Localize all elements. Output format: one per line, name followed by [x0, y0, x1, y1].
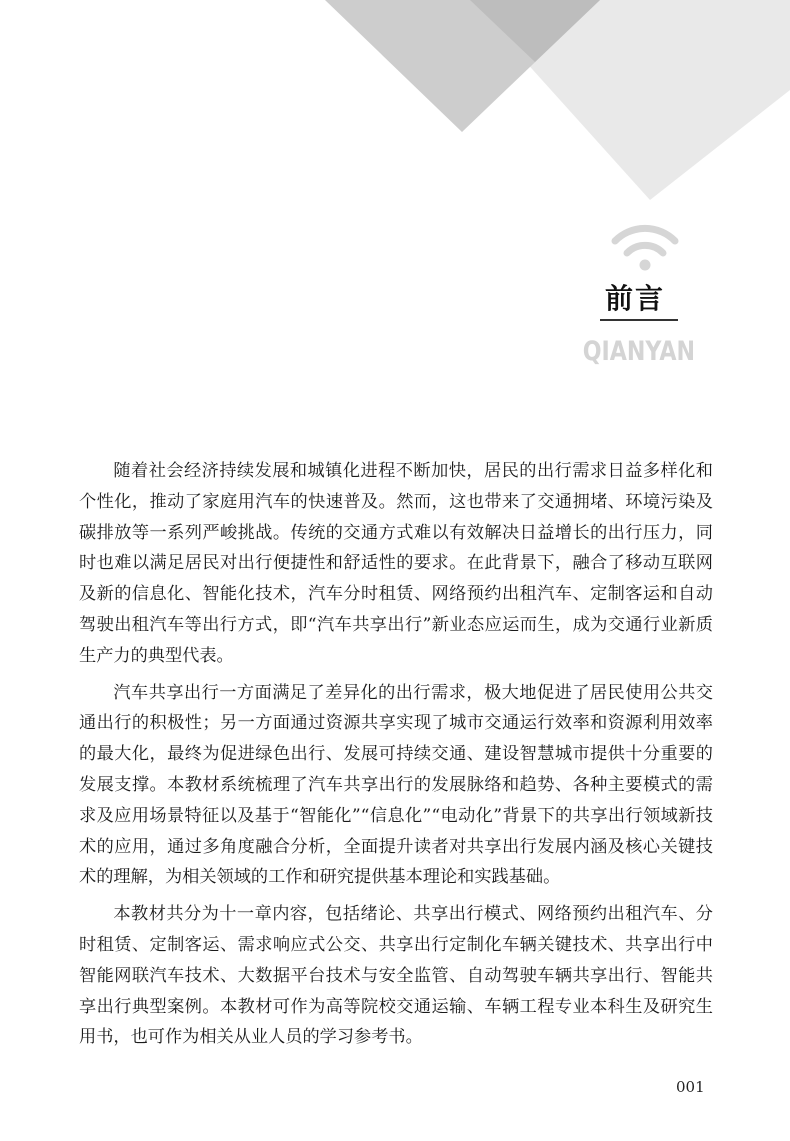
title-underline: [600, 319, 678, 321]
page-number: 001: [676, 1078, 705, 1096]
page-title: 前言: [604, 282, 665, 315]
body-text: [79, 456, 713, 1059]
heading-block: [582, 215, 710, 375]
wifi-icon: [610, 215, 680, 273]
paragraph: 本教材共分为十一章内容，包括绪论、共享出行模式、网络预约出租汽车、分时租赁、定制客运、需求响应式公交、共享出行定制化车辆关键技术、共享出行中智能网联汽车技术、大数据平台技术与安全监管、自动驾驶车辆共享出行、智能共享出行典型案例。本教材可作为高等院校交通运输、车辆工程专业本科生及研究生用书，也可作为相关从业人员的学习参考书。: [79, 904, 713, 1048]
paragraph: 汽车共享出行一方面满足了差异化的出行需求，极大地促进了居民使用公共交通出行的积极性；另一方面通过资源共享实现了城市交通运行效率和资源利用效率的最大化，最终为促进绿色出行、发展可持续交通、建设智慧城市提供十分重要的发展支撑。本教材系统梳理了汽车共享出行的发展脉络和趋势、各种主要模式的需求及应用场景特征以及基于“智能化”“信息化”“电动化”背景下的共享出行领域新技术的应用，通过多角度融合分析，全面提升读者对共享出行发展内涵及核心关键技术的理解，为相关领域的工作和研究提供基本理论和实践基础。: [79, 682, 713, 888]
paragraph: 随着社会经济持续发展和城镇化进程不断加快，居民的出行需求日益多样化和个性化，推动了家庭用汽车的快速普及。然而，这也带来了交通拥堵、环境污染及碳排放等一系列严峻挑战。传统的交通方式难以有效解决日益增长的出行压力，同时也难以满足居民对出行便捷性和舒适性的要求。在此背景下，融合了移动互联网及新的信息化、智能化技术，汽车分时租赁、网络预约出租汽车、定制客运和自动驾驶出租汽车等出行方式，即“汽车共享出行”新业态应运而生，成为交通行业新质生产力的典型代表。: [79, 461, 713, 666]
page-subtitle: QIANYAN: [582, 336, 695, 367]
